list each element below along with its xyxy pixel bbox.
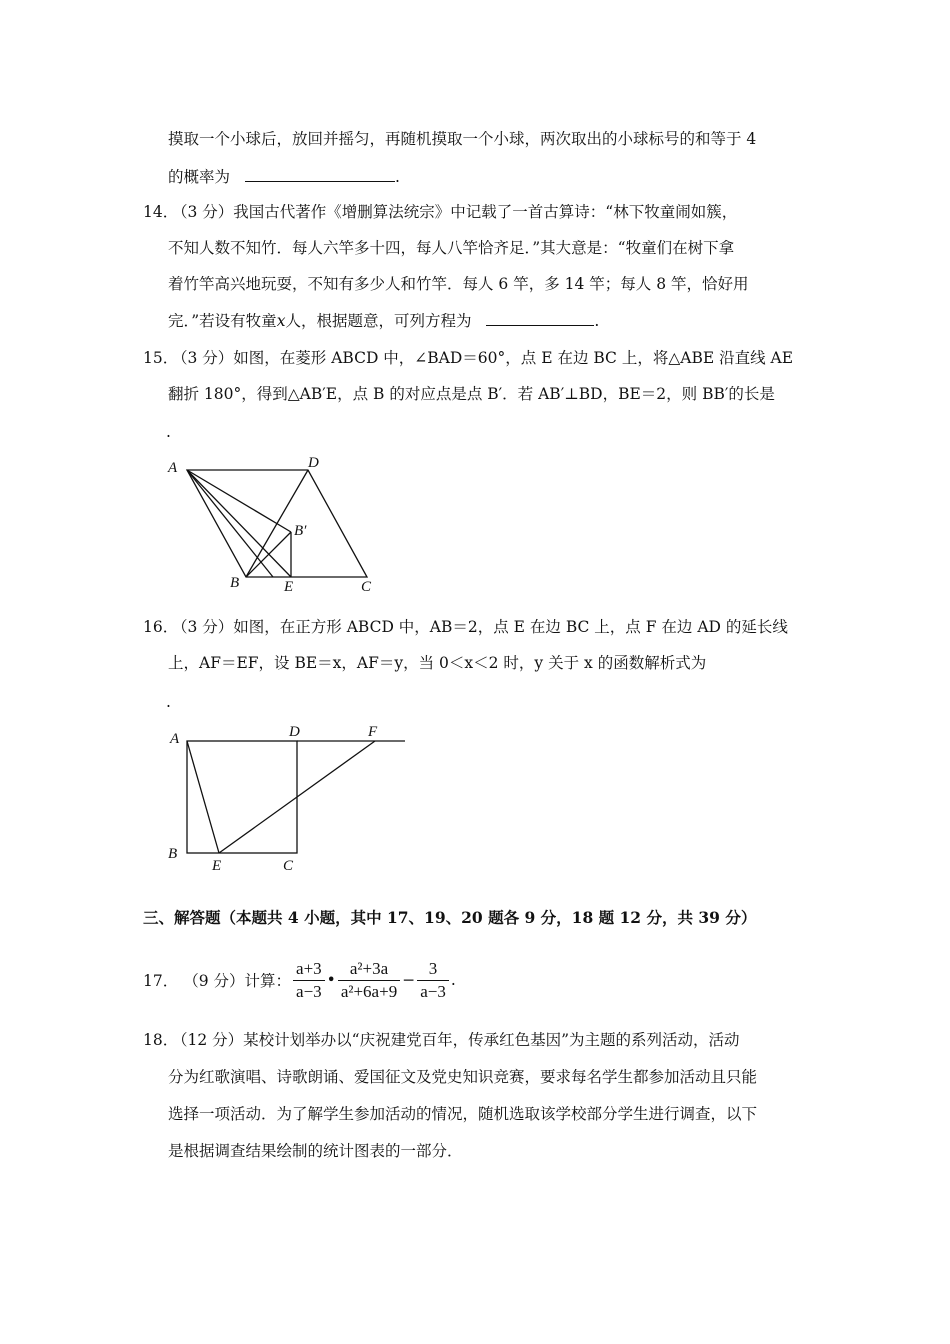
q13-text: 的概率为 — [168, 168, 231, 186]
label-a: A — [168, 460, 178, 476]
section-heading: 三、解答题（本题共 4 小题，其中 17、19、20 题各 9 分，18 题 12 分，共 39 分） — [143, 908, 757, 927]
q14-line1: （3 分）我国古代著作《增删算法统宗》中记载了一首古算诗：“林下牧童闹如簇， — [172, 203, 738, 221]
fraction-1-numerator: a+3 — [296, 958, 322, 978]
square-figure — [160, 718, 420, 878]
q18-line2: 分为红歌演唱、诗歌朗诵、爱国征文及党史知识竞赛，要求每名学生都参加活动且只能 — [168, 1068, 758, 1086]
label-c: C — [361, 579, 372, 595]
fraction-3-numerator: 3 — [428, 958, 438, 978]
q16-line2: 上，AF＝EF，设 BE＝x，AF＝y，当 0＜x＜2 时，y 关于 x 的函数解析式为 — [168, 654, 707, 672]
q13-line1: 摸取一个小球后，放回并摇匀，再随机摸取一个小球，两次取出的小球标号的和等于 4 — [168, 130, 757, 148]
q13-end: . — [394, 168, 400, 186]
label-d: D — [308, 455, 319, 471]
label-b: B — [168, 846, 178, 862]
q14-line4 — [168, 311, 599, 331]
q14-line2: 不知人数不知竹．每人六竿多十四，每人八竿恰齐足．”其大意是：“牧童们在树下拿 — [168, 239, 735, 257]
q14-line3: 着竹竿高兴地玩耍，不知有多少人和竹竿．每人 6 竿，多 14 竿；每人 8 竿，恰好用 — [168, 275, 749, 293]
q14-var: x — [276, 312, 286, 330]
q16-number: 16． — [143, 618, 179, 636]
label-c: C — [283, 858, 294, 874]
multiply-dot: • — [326, 971, 336, 989]
q13-line2 — [168, 167, 400, 187]
answer-blank[interactable] — [486, 311, 594, 326]
q14-end: . — [594, 312, 600, 330]
fraction-2-denominator: a²+6a+9 — [338, 980, 400, 1003]
minus-sign: − — [402, 971, 416, 989]
answer-blank[interactable] — [245, 167, 395, 182]
label-a: A — [170, 731, 180, 747]
q14-text-b: 人，根据题意，可列方程为 — [285, 312, 472, 330]
q18-line1: （12 分）某校计划举办以“庆祝建党百年，传承红色基因”为主题的系列活动，活动 — [172, 1031, 740, 1049]
segment-ae — [187, 741, 219, 853]
label-b-prime: B′ — [294, 523, 307, 539]
label-d: D — [289, 724, 300, 740]
fraction-3 — [417, 958, 449, 1003]
fraction-3-denominator: a−3 — [417, 980, 449, 1003]
q18-line3: 选择一项活动．为了解学生参加活动的情况，随机选取该学校部分学生进行调查，以下 — [168, 1105, 758, 1123]
q15-line2: 翻折 180°，得到△AB′E，点 B 的对应点是点 B′．若 AB′⊥BD，BE＝2，则 BB′的长是 — [168, 385, 775, 403]
fraction-2 — [338, 958, 400, 1003]
segment-ae — [187, 470, 291, 577]
label-f: F — [368, 724, 378, 740]
rhombus-figure — [160, 445, 390, 600]
q15-line3: . — [166, 423, 171, 441]
q17-number: 17． — [143, 972, 179, 990]
q15-number: 15． — [143, 349, 179, 367]
q16-line3: . — [166, 693, 171, 711]
q16-line1: （3 分）如图，在正方形 ABCD 中，AB＝2，点 E 在边 BC 上，点 F 在边 AD 的延长线 — [172, 618, 788, 636]
q18-number: 18． — [143, 1031, 179, 1049]
q14-number: 14． — [143, 203, 179, 221]
fraction-1 — [293, 958, 325, 1003]
label-e: E — [284, 579, 294, 595]
q17-end: . — [450, 971, 456, 989]
fraction-1-denominator: a−3 — [293, 980, 325, 1003]
segment-a-inner — [187, 470, 273, 577]
label-e: E — [212, 858, 222, 874]
q17-row — [143, 952, 456, 1008]
q18-line4: 是根据调查结果绘制的统计图表的一部分． — [168, 1142, 463, 1160]
fraction-2-numerator: a²+3a — [349, 958, 389, 978]
q15-line1: （3 分）如图，在菱形 ABCD 中，∠BAD＝60°，点 E 在边 BC 上，将△ABE 沿直线 AE — [172, 349, 794, 367]
label-b: B — [230, 575, 240, 591]
q14-text-a: 完．”若设有牧童 — [168, 312, 277, 330]
q17-lead: （9 分）计算： — [183, 972, 292, 990]
